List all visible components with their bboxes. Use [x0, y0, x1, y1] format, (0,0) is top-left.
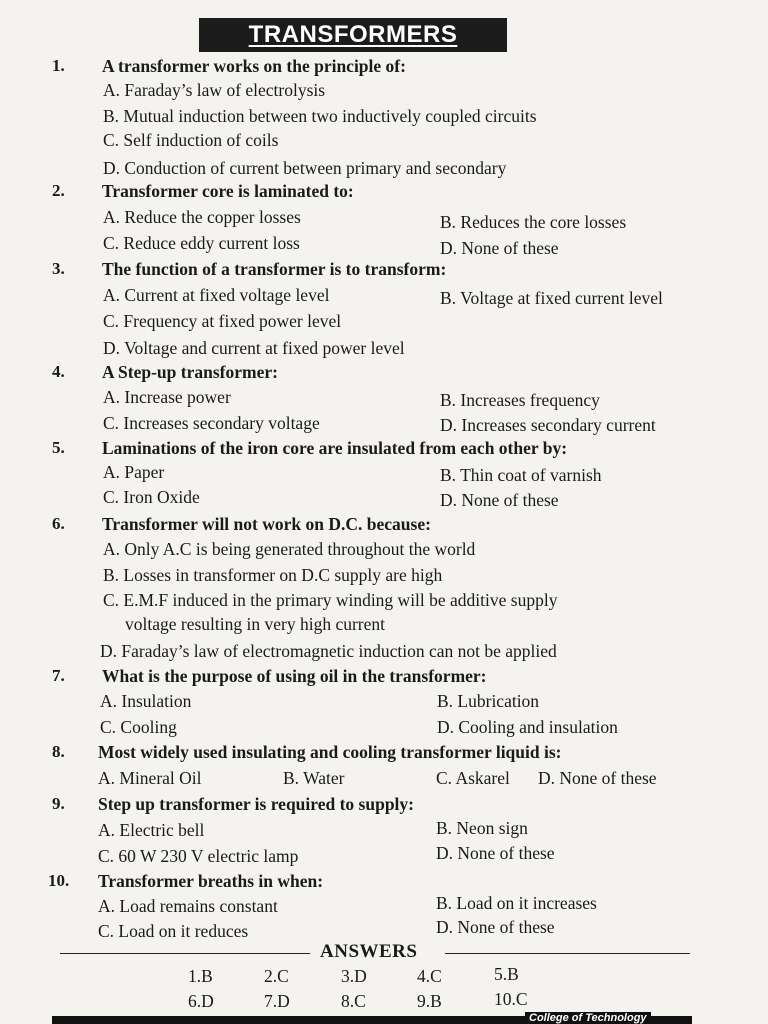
question-number: 4.: [52, 362, 65, 381]
question-number: 10.: [48, 871, 70, 890]
answer-item: 6.D: [188, 991, 214, 1011]
question-number: 9.: [52, 794, 65, 813]
option-a: A. Only A.C is being generated throughout the world: [103, 539, 476, 559]
option-c: C. Frequency at fixed power level: [103, 311, 342, 331]
option-b: B. Neon sign: [436, 818, 528, 838]
option-a: A. Increase power: [103, 387, 231, 407]
answer-item: 9.B: [417, 991, 442, 1011]
option-b: B. Reduces the core losses: [440, 212, 627, 232]
option-b: B. Load on it increases: [436, 893, 597, 913]
option-d: D. None of these: [440, 238, 559, 258]
question-text: Most widely used insulating and cooling transformer liquid is:: [98, 742, 562, 762]
option-d: D. Conduction of current between primary and secondary: [103, 158, 507, 178]
answers-title: ANSWERS: [320, 941, 418, 962]
question-number: 5.: [52, 438, 65, 457]
option-c-continued: voltage resulting in very high current: [125, 614, 385, 634]
question-number: 3.: [52, 259, 65, 278]
question-number: 8.: [52, 742, 65, 761]
option-c: C. E.M.F induced in the primary winding will be additive supply: [103, 590, 558, 610]
question-text: Laminations of the iron core are insulated from each other by:: [102, 438, 568, 458]
question-text: What is the purpose of using oil in the transformer:: [102, 666, 487, 686]
answer-item: 1.B: [188, 966, 213, 986]
option-d: D. None of these: [440, 490, 559, 510]
answer-item: 10.C: [494, 989, 528, 1009]
option-a: A. Reduce the copper losses: [103, 207, 301, 227]
option-a: A. Mineral Oil: [98, 768, 202, 788]
answers-rule-left: [60, 953, 310, 954]
question-text: The function of a transformer is to transform:: [102, 259, 447, 279]
option-b: B. Losses in transformer on D.C supply are high: [103, 565, 443, 585]
option-b: B. Mutual induction between two inductively coupled circuits: [103, 106, 537, 126]
option-c: C. Load on it reduces: [98, 921, 249, 941]
option-d: D. Voltage and current at fixed power level: [103, 338, 405, 358]
question-text: Transformer core is laminated to:: [102, 181, 354, 201]
option-a: A. Paper: [103, 462, 165, 482]
question-text: Transformer will not work on D.C. because:: [102, 514, 431, 534]
question-number: 1.: [52, 56, 65, 75]
option-d: D. Faraday’s law of electromagnetic induction can not be applied: [100, 641, 557, 661]
option-c: C. Askarel: [436, 768, 510, 788]
option-b: B. Water: [283, 768, 345, 788]
option-a: A. Insulation: [100, 691, 192, 711]
option-b: B. Thin coat of varnish: [440, 465, 602, 485]
option-b: B. Increases frequency: [440, 390, 600, 410]
option-a: A. Electric bell: [98, 820, 205, 840]
page-title-text: TRANSFORMERS: [248, 21, 458, 48]
option-a: A. Load remains constant: [98, 896, 278, 916]
question-text: A transformer works on the principle of:: [102, 56, 406, 76]
question-text: Transformer breaths in when:: [98, 871, 324, 891]
option-b: B. Voltage at fixed current level: [440, 288, 663, 308]
option-a: A. Current at fixed voltage level: [103, 285, 330, 305]
answers-rule-right: [445, 953, 690, 954]
option-d: D. Increases secondary current: [440, 415, 656, 435]
answer-item: 4.C: [417, 966, 442, 986]
answers-header: [60, 941, 690, 967]
option-d: D. None of these: [436, 843, 555, 863]
option-a: A. Faraday’s law of electrolysis: [103, 80, 326, 100]
answer-item: 8.C: [341, 991, 366, 1011]
question-number: 7.: [52, 666, 65, 685]
option-c: C. Iron Oxide: [103, 487, 200, 507]
option-c: C. 60 W 230 V electric lamp: [98, 846, 299, 866]
question-number: 2.: [52, 181, 65, 200]
footer-text: College of Technology: [525, 1012, 651, 1024]
question-number: 6.: [52, 514, 65, 533]
option-c: C. Cooling: [100, 717, 177, 737]
option-c: C. Reduce eddy current loss: [103, 233, 300, 253]
option-d: D. Cooling and insulation: [437, 717, 618, 737]
page-title: [199, 18, 507, 52]
option-c: C. Self induction of coils: [103, 130, 279, 150]
answer-item: 5.B: [494, 964, 519, 984]
option-c: C. Increases secondary voltage: [103, 413, 320, 433]
answer-item: 2.C: [264, 966, 289, 986]
option-d: D. None of these: [538, 768, 657, 788]
question-text: Step up transformer is required to supply:: [98, 794, 414, 814]
option-b: B. Lubrication: [437, 691, 540, 711]
option-d: D. None of these: [436, 917, 555, 937]
question-text: A Step-up transformer:: [102, 362, 278, 382]
answer-item: 7.D: [264, 991, 290, 1011]
answer-item: 3.D: [341, 966, 367, 986]
